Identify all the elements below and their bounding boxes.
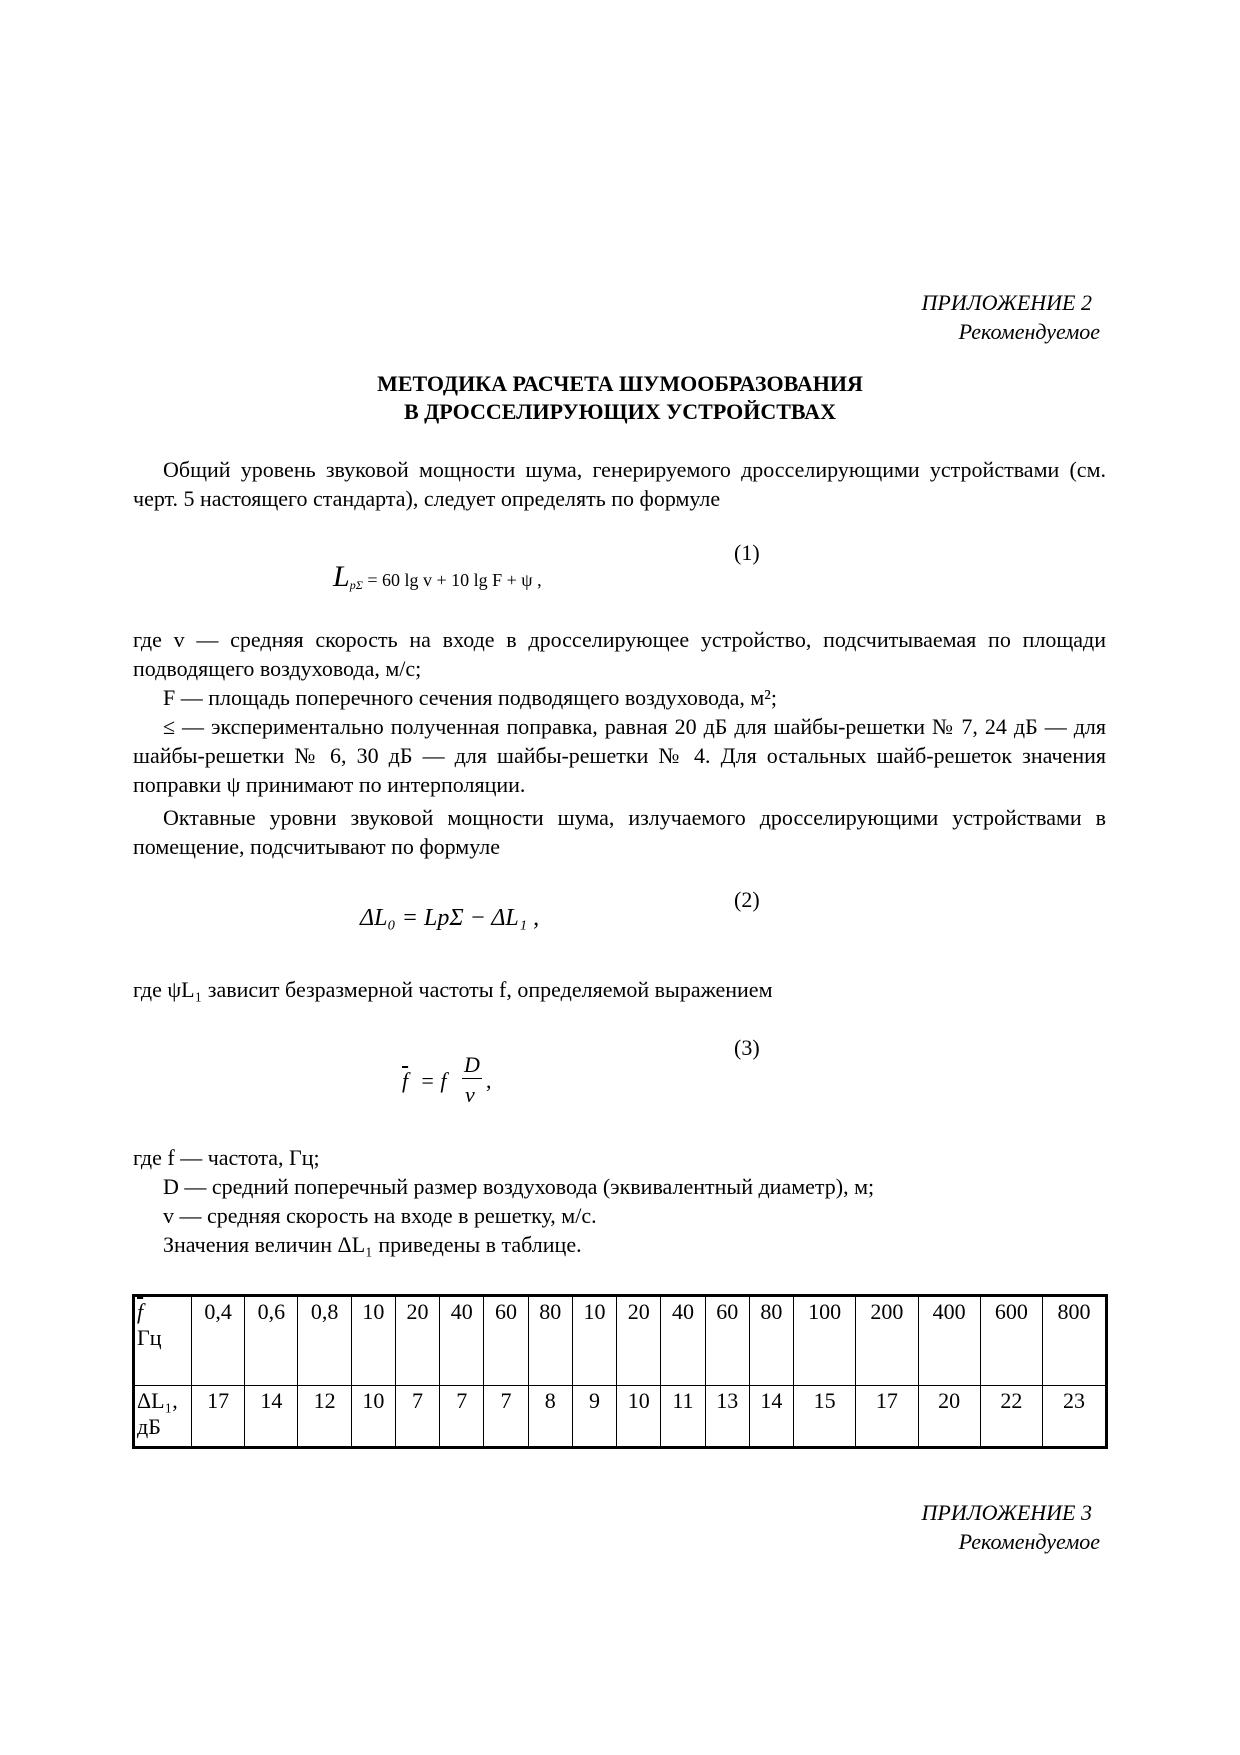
table-cell-dL1: 17 (192, 1386, 245, 1448)
table-cell-dL1: 7 (395, 1386, 439, 1448)
where-v2-paragraph: v — средняя скорость на входе в решетку, м/с. (163, 1203, 597, 1228)
eq1-rhs: = 60 lg v + 10 lg F + ψ , (367, 570, 542, 590)
eq1-lhs: L (333, 560, 350, 593)
where-F-paragraph: F — площадь поперечного сечения подводящего воздуховода, м²; (163, 685, 778, 710)
table-cell-dL1: 10 (617, 1386, 661, 1448)
equation-2: ΔL₀ = LpΣ − ΔL₁ , (360, 905, 540, 931)
table-cell-dL1: 22 (980, 1386, 1042, 1448)
section-title (0, 370, 1240, 426)
where-psi-paragraph: ≤ — экспериментально полученная поправка, равная 20 дБ для шайбы-решетки № 7, 24 дБ — для шайбы-решетки № 6, 30 дБ — для шайбы-решетки № 4. Для остальных шайб-решеток значения поправки ψ принимают по интерполяции. (133, 714, 1106, 797)
table-cell-f: 60 (484, 1296, 528, 1386)
title-line-2: В ДРОССЕЛИРУЮЩИХ УСТРОЙСТВАХ (404, 399, 836, 424)
table-cell-f: 10 (351, 1296, 395, 1386)
table-cell-dL1: 7 (440, 1386, 484, 1448)
table-cell-f: 40 (661, 1296, 705, 1386)
head-f-symbol: $\overline{f}$ (137, 1299, 144, 1324)
head-f-unit: Гц (137, 1325, 162, 1350)
table-cell-dL1: 9 (572, 1386, 616, 1448)
equation-3 (400, 1052, 520, 1116)
table-cell-dL1: 13 (705, 1386, 749, 1448)
eq3-f-bar: $\overline{f}$ (402, 1068, 409, 1093)
table-row-frequency (134, 1296, 1107, 1386)
table-cell-f: 800 (1043, 1296, 1107, 1386)
table-cell-dL1: 14 (245, 1386, 298, 1448)
table-cell-f: 20 (617, 1296, 661, 1386)
table-cell-f: 0,8 (298, 1296, 351, 1386)
table-cell-dL1: 7 (484, 1386, 528, 1448)
eq3-tail: , (486, 1068, 492, 1093)
table-cell-dL1: 15 (794, 1386, 856, 1448)
equation-2-number: (2) (734, 887, 760, 912)
table-cell-f: 80 (528, 1296, 572, 1386)
table-cell-f: 20 (395, 1296, 439, 1386)
table-cell-f: 100 (794, 1296, 856, 1386)
table-head-f (134, 1296, 192, 1386)
dL1-table (132, 1294, 1108, 1449)
table-cell-dL1: 10 (351, 1386, 395, 1448)
head-dL1-symbol: ΔL₁, (137, 1388, 178, 1413)
table-intro-paragraph: Значения величин ΔL₁ приведены в таблице. (163, 1232, 582, 1257)
head-dL1-unit: дБ (137, 1414, 161, 1439)
appendix-2-status: Рекомендуемое (958, 319, 1100, 344)
table-cell-f: 200 (856, 1296, 918, 1386)
appendix-2-header (922, 288, 1100, 346)
octave-intro-paragraph: Октавные уровни звуковой мощности шума, излучаемого дросселирующими устройствами в помещение, подсчитывают по формуле (133, 805, 1106, 859)
where-f-paragraph: где f — частота, Гц; (133, 1145, 320, 1170)
eq3-numerator: D (464, 1052, 480, 1077)
equation-1-number: (1) (734, 540, 760, 565)
table-head-dL1 (134, 1386, 192, 1448)
table-cell-dL1: 8 (528, 1386, 572, 1448)
eq1-lhs-sub: pΣ (349, 578, 363, 592)
table-cell-f: 60 (705, 1296, 749, 1386)
table-row-dL1 (134, 1386, 1107, 1448)
appendix-3-header (922, 1498, 1100, 1556)
table-cell-dL1: 14 (749, 1386, 793, 1448)
eq3-denominator: v (465, 1082, 475, 1107)
intro-paragraph: Общий уровень звуковой мощности шума, генерируемого дросселирующими устройствами (см. черт. 5 настоящего стандарта), следует определять по формуле (133, 457, 1106, 511)
table-cell-f: 400 (918, 1296, 980, 1386)
table-cell-dL1: 12 (298, 1386, 351, 1448)
title-line-1: МЕТОДИКА РАСЧЕТА ШУМООБРАЗОВАНИЯ (377, 371, 863, 396)
table-cell-f: 600 (980, 1296, 1042, 1386)
table-cell-f: 0,6 (245, 1296, 298, 1386)
where-D-paragraph: D — средний поперечный размер воздуховода (эквивалентный диаметр), м; (163, 1174, 875, 1199)
table-cell-dL1: 23 (1043, 1386, 1107, 1448)
appendix-3-status: Рекомендуемое (958, 1529, 1100, 1554)
table-cell-f: 10 (572, 1296, 616, 1386)
table-cell-dL1: 17 (856, 1386, 918, 1448)
table-cell-f: 40 (440, 1296, 484, 1386)
table-cell-dL1: 20 (918, 1386, 980, 1448)
where-v-paragraph: где v — средняя скорость на входе в дросселирующее устройство, подсчитываемая по площади подводящего воздуховода, м/с; (133, 627, 1106, 681)
eq3-rhs-f: = f (420, 1068, 447, 1093)
where-dL1-paragraph: где ψL₁ зависит безразмерной частоты f, определяемой выражением (133, 977, 773, 1002)
appendix-2-label: ПРИЛОЖЕНИЕ 2 (921, 290, 1092, 315)
appendix-3-label: ПРИЛОЖЕНИЕ 3 (921, 1500, 1092, 1525)
equation-1 (333, 560, 542, 594)
table-cell-f: 0,4 (192, 1296, 245, 1386)
table-cell-f: 80 (749, 1296, 793, 1386)
table-cell-dL1: 11 (661, 1386, 705, 1448)
equation-3-number: (3) (734, 1035, 760, 1060)
